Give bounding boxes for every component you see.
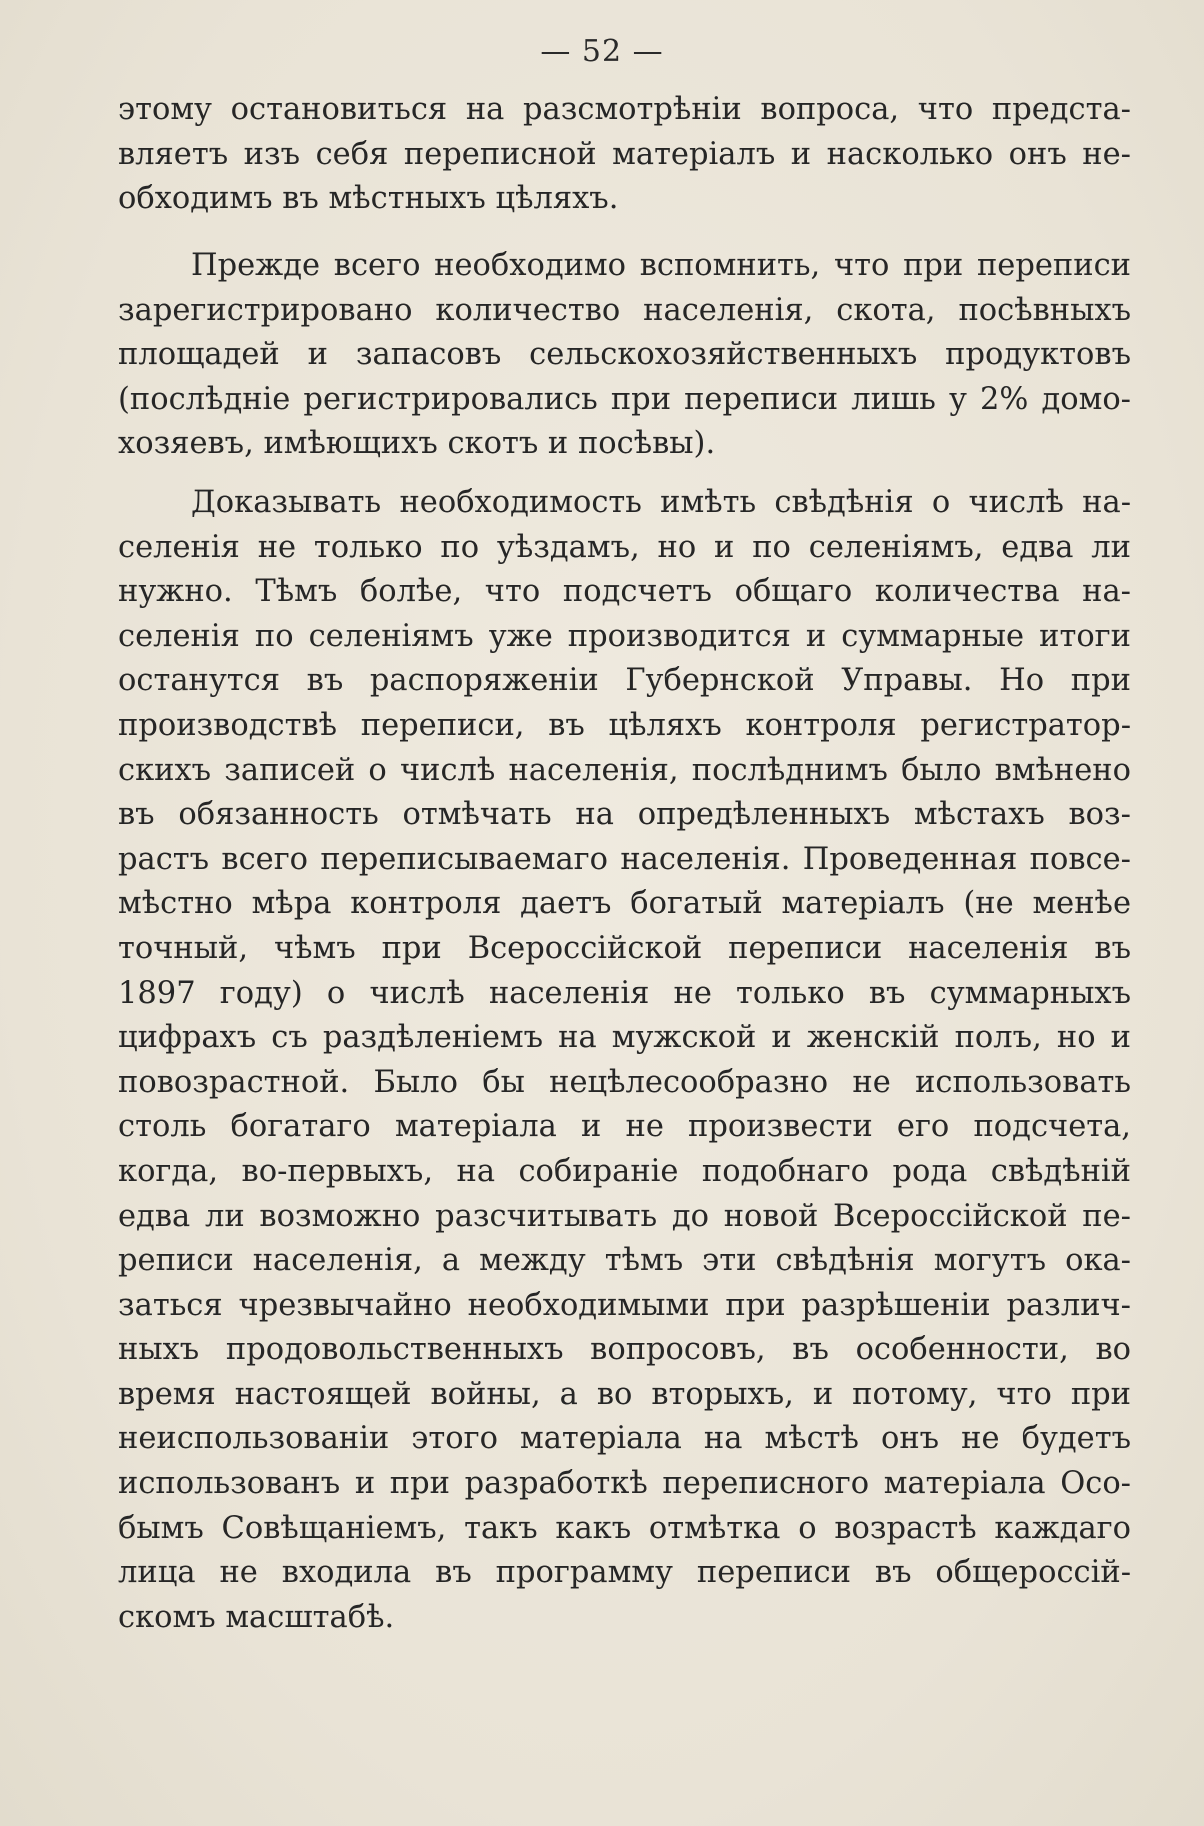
text-line: Доказывать необходимость имѣть свѣдѣнія о числѣ на- (191, 485, 1131, 520)
text-line: ныхъ продовольственныхъ вопросовъ, въ особенности, во (118, 1332, 1131, 1368)
text-line: использованъ и при разработкѣ переписного матеріала Осо- (118, 1466, 1131, 1502)
text-line: производствѣ переписи, въ цѣляхъ контроля регистратор- (118, 707, 1131, 743)
text-line: вляетъ изъ себя переписной матеріалъ и насколько онъ не- (118, 136, 1131, 172)
text-line: (послѣдніе регистрировались при переписи лишь у 2% домо- (118, 381, 1131, 417)
text-line: нужно. Тѣмъ болѣе, что подсчетъ общаго количества на- (118, 574, 1131, 610)
text-line: точный, чѣмъ при Всероссійской переписи населенія въ (118, 930, 1131, 966)
text-line: мѣстно мѣра контроля даетъ богатый матеріалъ (не менѣе (118, 886, 1131, 922)
text-line: площадей и запасовъ сельскохозяйственныхъ продуктовъ (118, 337, 1131, 373)
text-line: зарегистрировано количество населенія, скота, посѣвныхъ (118, 292, 1131, 328)
text-line: селенія не только по уѣздамъ, но и по селеніямъ, едва ли (118, 529, 1131, 565)
text-line: этому остановиться на разсмотрѣніи вопроса, что предста- (118, 92, 1131, 127)
text-line: скихъ записей о числѣ населенія, послѣднимъ было вмѣнено (118, 752, 1131, 788)
text-line: повозрастной. Было бы нецѣлесообразно не использовать (118, 1064, 1131, 1100)
text-line: едва ли возможно разсчитывать до новой Всероссійской пе- (118, 1198, 1131, 1234)
paragraph-2 (118, 244, 1131, 467)
text-line: бымъ Совѣщаніемъ, такъ какъ отмѣтка о возрастѣ каждаго (118, 1510, 1131, 1546)
text-line: время настоящей войны, а во вторыхъ, и потому, что при (118, 1376, 1131, 1412)
page-number: — 52 — (540, 34, 664, 69)
text-line: селенія по селеніямъ уже производится и суммарные итоги (118, 618, 1131, 654)
text-line: растъ всего переписываемаго населенія. Проведенная повсе- (118, 841, 1131, 877)
text-line: въ обязанность отмѣчать на опредѣленныхъ мѣстахъ воз- (118, 797, 1131, 833)
paragraph-1 (118, 88, 1131, 222)
text-line: столь богатаго матеріала и не произвести его подсчета, (118, 1109, 1131, 1145)
text-line: 1897 году) о числѣ населенія не только въ суммарныхъ (118, 975, 1131, 1011)
text-line: обходимъ въ мѣстныхъ цѣляхъ. (118, 181, 619, 217)
paragraph-3 (118, 481, 1131, 1640)
text-line: лица не входила въ программу переписи въ общероссій- (118, 1555, 1131, 1591)
text-line: останутся въ распоряженіи Губернской Управы. Но при (118, 663, 1131, 699)
text-line: неиспользованіи этого матеріала на мѣстѣ онъ не будетъ (118, 1421, 1131, 1457)
text-line: хозяевъ, имѣющихъ скотъ и посѣвы). (118, 426, 716, 462)
text-line: когда, во-первыхъ, на собираніе подобнаго рода свѣдѣній (118, 1153, 1131, 1189)
text-line: скомъ масштабѣ. (118, 1599, 395, 1635)
text-line: цифрахъ съ раздѣленіемъ на мужской и женскій полъ, но и (118, 1020, 1131, 1056)
text-line: заться чрезвычайно необходимыми при разрѣшеніи различ- (118, 1287, 1131, 1323)
text-line: реписи населенія, а между тѣмъ эти свѣдѣнія могутъ ока- (118, 1243, 1131, 1279)
text-line: Прежде всего необходимо вспомнить, что при переписи (191, 248, 1131, 283)
